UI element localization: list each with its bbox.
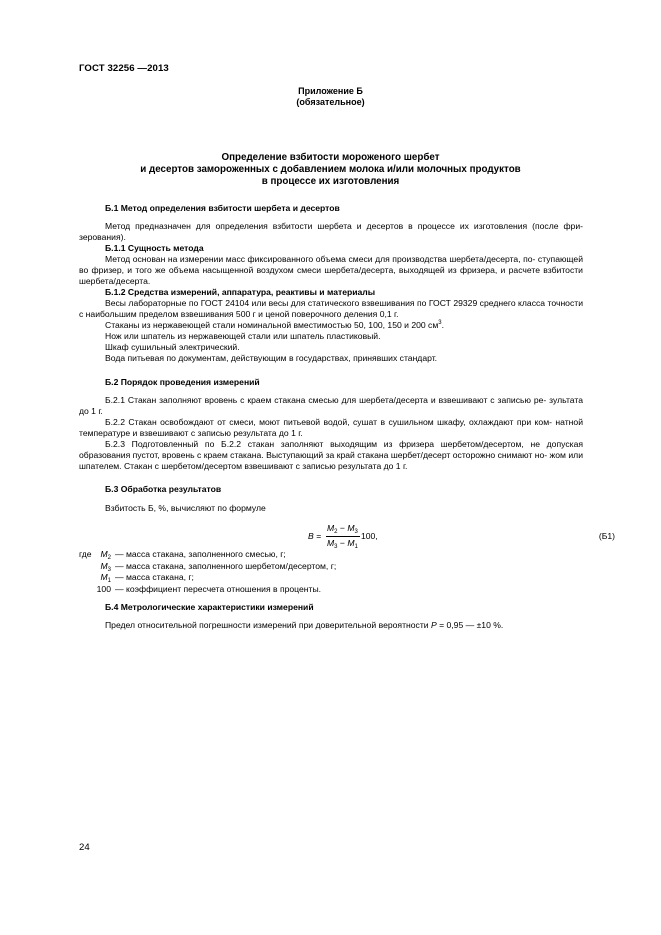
equation-number: (Б1) xyxy=(598,531,615,541)
subscript: 1 xyxy=(107,578,111,585)
equipment-item: Вода питьевая по документам, действующим в государствах, принявших стандарт. xyxy=(105,353,438,363)
subscript: 3 xyxy=(334,544,338,550)
definition-symbol xyxy=(100,549,111,560)
definition-text: — масса стакана, заполненного шербетом/десертом, г; xyxy=(115,560,337,571)
minus-sign: − xyxy=(337,538,348,548)
var-m: M xyxy=(347,538,355,548)
period: . xyxy=(441,320,444,330)
text-fragment: = 0,95 — ±10 %. xyxy=(436,620,504,630)
definition-symbol xyxy=(100,572,111,583)
var-m: M xyxy=(100,572,108,583)
main-title-line-1: Определение взбитости мороженого шербет xyxy=(221,152,440,163)
section-b21-text: Б.2.1 Стакан заполняют вровень с краем стакана смесью для шербета/десерта и взвешивают с записью ре- зультата до 1 г. xyxy=(79,395,583,416)
subscript: 3 xyxy=(354,529,358,535)
section-b12-heading: Б.1.2 Средства измерений, аппаратура, реактивы и материалы xyxy=(105,287,376,297)
formula-denominator xyxy=(327,538,358,549)
var-m: M xyxy=(100,560,108,571)
superscript: 3 xyxy=(438,320,442,326)
section-b11-text: Метод основан на измерении масс фиксированного объема смеси для производства шербета/десерта, по- ступающей во фризер, и того же объема насыщенной воздухом смеси шербета/десерта, выходящей из фризера, и расчете взбитости шербета/десерта. xyxy=(79,254,583,286)
subscript: 2 xyxy=(334,529,338,535)
page-number: 24 xyxy=(79,842,90,853)
formula-numerator xyxy=(327,523,358,534)
equipment-item xyxy=(79,320,583,331)
section-b1 xyxy=(79,203,583,364)
section-b1-heading: Б.1 Метод определения взбитости шербета и десертов xyxy=(105,203,340,213)
var-m: M xyxy=(327,538,335,548)
var-m: M xyxy=(347,523,355,533)
subscript: 3 xyxy=(107,566,111,573)
appendix-status: (обязательное) xyxy=(296,97,365,107)
var-p: P xyxy=(430,620,437,630)
main-title-line-2: и десертов замороженных с добавлением молока и/или молочных продуктов xyxy=(140,164,521,175)
subscript: 2 xyxy=(107,555,111,561)
section-b23-text: Б.2.3 Подготовленный по Б.2.2 стакан заполняют выходящим из фризера шербетом/десертом, не допуская образования пустот, вровень с краем стакана. Выступающий за край стакана шербет/десерт осторожно снимают но- жом или шпателем. Стакан с шербетом/десертом взвешивают с записью результата до 1 г. xyxy=(79,439,583,471)
coefficient-value: 100 xyxy=(96,583,111,594)
var-m: M xyxy=(100,549,108,559)
definition-text: — масса стакана, г; xyxy=(115,572,194,583)
section-b11-heading: Б.1.1 Сущность метода xyxy=(105,243,204,253)
definition-text: — масса стакана, заполненного смесью, г; xyxy=(115,549,286,559)
definition-row xyxy=(79,561,583,573)
appendix-heading xyxy=(0,86,661,108)
definition-symbol xyxy=(97,584,111,595)
formula-multiplier: 100, xyxy=(361,531,378,541)
equipment-item: Нож или шпатель из нержавеющей стали или шпатель пластиковый. xyxy=(105,331,381,341)
section-b4 xyxy=(79,602,583,631)
section-b3-intro: Взбитость Б, %, вычисляют по формуле xyxy=(105,503,266,513)
section-b1-paragraph: Метод предназначен для определения взбитости шербета и десертов в процессе их изготовления (после фри- зерования). xyxy=(79,221,583,242)
minus-sign: − xyxy=(337,523,348,533)
var-m: M xyxy=(327,523,335,533)
section-b22-text: Б.2.2 Стакан освобождают от смеси, моют питьевой водой, сушат в сушильном шкафу, охлаждают при ком- натной температуре и взвешивают с записью результата до 1 г. xyxy=(79,417,583,438)
standard-designation: ГОСТ 32256 —2013 xyxy=(79,63,169,74)
main-title xyxy=(0,152,661,188)
equipment-item-text: Стаканы из нержавеющей стали номинальной вместимостью 50, 100, 150 и 200 см xyxy=(105,320,439,330)
section-b3 xyxy=(79,484,583,514)
main-title-line-3: в процессе их изготовления xyxy=(261,176,400,187)
subscript: 1 xyxy=(354,544,358,550)
definition-symbol xyxy=(100,561,111,572)
appendix-title: Приложение Б xyxy=(298,86,363,96)
equipment-item: Весы лабораторные по ГОСТ 24104 или весы для статического взвешивания по ГОСТ 29329 среднего класса точности с наибольшим пределом взвешивания 500 г и ценой поверочного деления 0,1 г. xyxy=(79,298,583,319)
formula-b1 xyxy=(79,521,615,551)
section-b2 xyxy=(79,377,583,472)
formula-definitions xyxy=(79,549,583,595)
section-b3-heading: Б.3 Обработка результатов xyxy=(105,484,222,494)
definition-row xyxy=(79,584,583,596)
text-fragment: Предел относительной погрешности измерений при доверительной вероятности xyxy=(105,620,431,630)
section-b4-heading: Б.4 Метрологические характеристики измерений xyxy=(105,602,314,612)
where-label: где xyxy=(79,549,92,559)
definition-row xyxy=(79,572,583,584)
section-b4-text xyxy=(79,620,583,631)
section-b2-heading: Б.2 Порядок проведения измерений xyxy=(105,377,260,387)
definition-text: — коэффициент пересчета отношения в проценты. xyxy=(115,583,322,594)
formula-lhs: B = xyxy=(308,531,322,541)
definition-row xyxy=(79,549,583,561)
fraction-bar xyxy=(326,536,360,537)
equipment-item: Шкаф сушильный электрический. xyxy=(105,342,240,352)
